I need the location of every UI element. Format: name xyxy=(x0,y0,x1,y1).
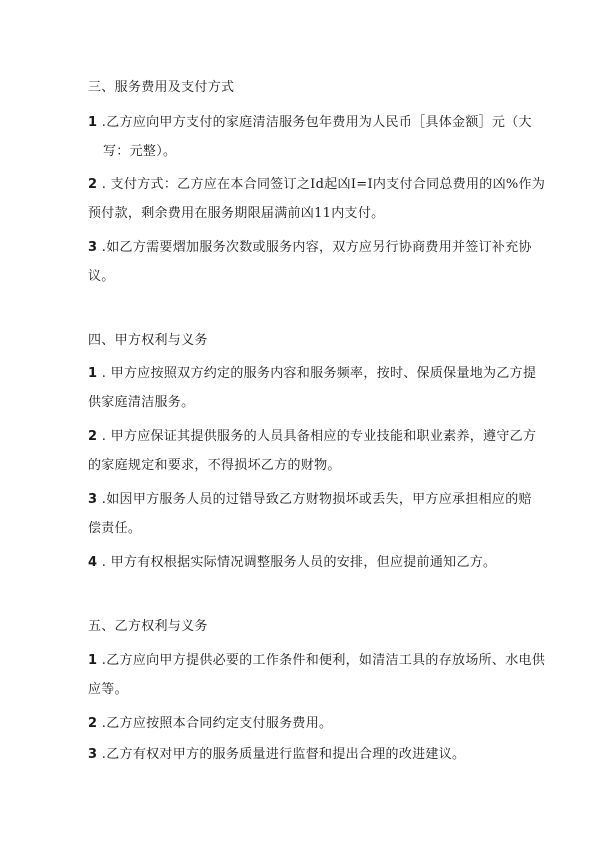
clause-3-2-line-1 xyxy=(88,177,546,193)
clause-4-1-line-1 xyxy=(88,366,537,382)
clause-4-3-line-1 xyxy=(88,492,532,508)
clause-number: 3 xyxy=(88,492,98,507)
clause-text: . 甲方有权根据实际情况调整服务人员的安排，但应提前通知乙方。 xyxy=(97,555,497,570)
clause-number: 1 xyxy=(88,653,98,668)
clause-number: 2 xyxy=(88,429,98,444)
clause-text: . 甲方应保证其提供服务的人员具备相应的专业技能和职业素养，遵守乙方 xyxy=(97,429,537,444)
clause-number: 2 xyxy=(88,716,98,731)
clause-number: 1 xyxy=(88,115,98,130)
clause-3-3-line-1 xyxy=(88,240,532,256)
clause-number: 4 xyxy=(88,555,98,570)
clause-5-3-line-1 xyxy=(88,747,518,763)
clause-3-2-line-2: 预付款，剩余费用在服务期限届满前凶11内支付。 xyxy=(88,206,385,221)
clause-4-1-line-2: 供家庭清洁服务。 xyxy=(88,395,195,410)
clause-text: .如因甲方服务人员的过错导致乙方财物损坏或丢失，甲方应承担相应的赔 xyxy=(97,492,532,507)
clause-3-3-line-2: 议。 xyxy=(88,269,115,284)
clause-3-1-line-2: 写：元整）。 xyxy=(103,144,177,159)
section-heading-5: 五、乙方权利与义务 xyxy=(88,619,208,634)
clause-5-1-line-2: 应等。 xyxy=(88,682,128,697)
clause-text: .如乙方需要熠加服务次数或服务内容，双方应另行协商费用并签订补充协 xyxy=(97,240,532,255)
clause-text: .乙方应向甲方支付的家庭清洁服务包年费用为人民币［具体金额］元（大 xyxy=(97,115,532,130)
section-heading-3: 三、服务费用及支付方式 xyxy=(88,80,235,95)
clause-5-2-line-1 xyxy=(88,716,518,732)
clause-4-3-line-2: 偿责任。 xyxy=(88,521,142,536)
clause-number: 1 xyxy=(88,366,98,381)
clause-text: .乙方应按照本合同约定支付服务费用。 xyxy=(97,716,333,731)
clause-text: .乙方有权对甲方的服务质量进行监督和提出合理的改进建议。 xyxy=(97,747,466,762)
clause-text: . 甲方应按照双方约定的服务内容和服务频率，按时、保质保量地为乙方提 xyxy=(97,366,537,381)
clause-text: .乙方应向甲方提供必要的工作条件和便利，如清洁工具的存放场所、水电供 xyxy=(97,653,546,668)
clause-number: 3 xyxy=(88,747,98,762)
clause-3-1-line-1 xyxy=(88,115,532,131)
clause-5-1-line-1 xyxy=(88,653,546,669)
clause-number: 3 xyxy=(88,240,98,255)
clause-4-2-line-2: 的家庭规定和要求，不得损坏乙方的财物。 xyxy=(88,458,341,473)
section-heading-4: 四、甲方权利与义务 xyxy=(88,333,208,348)
clause-4-2-line-1 xyxy=(88,429,537,445)
clause-4-4-line-1 xyxy=(88,555,518,571)
clause-text: . 支付方式：乙方应在本合同签订之Id起凶I=I内支付合同总费用的凶%作为 xyxy=(97,177,546,192)
clause-number: 2 xyxy=(88,177,98,192)
